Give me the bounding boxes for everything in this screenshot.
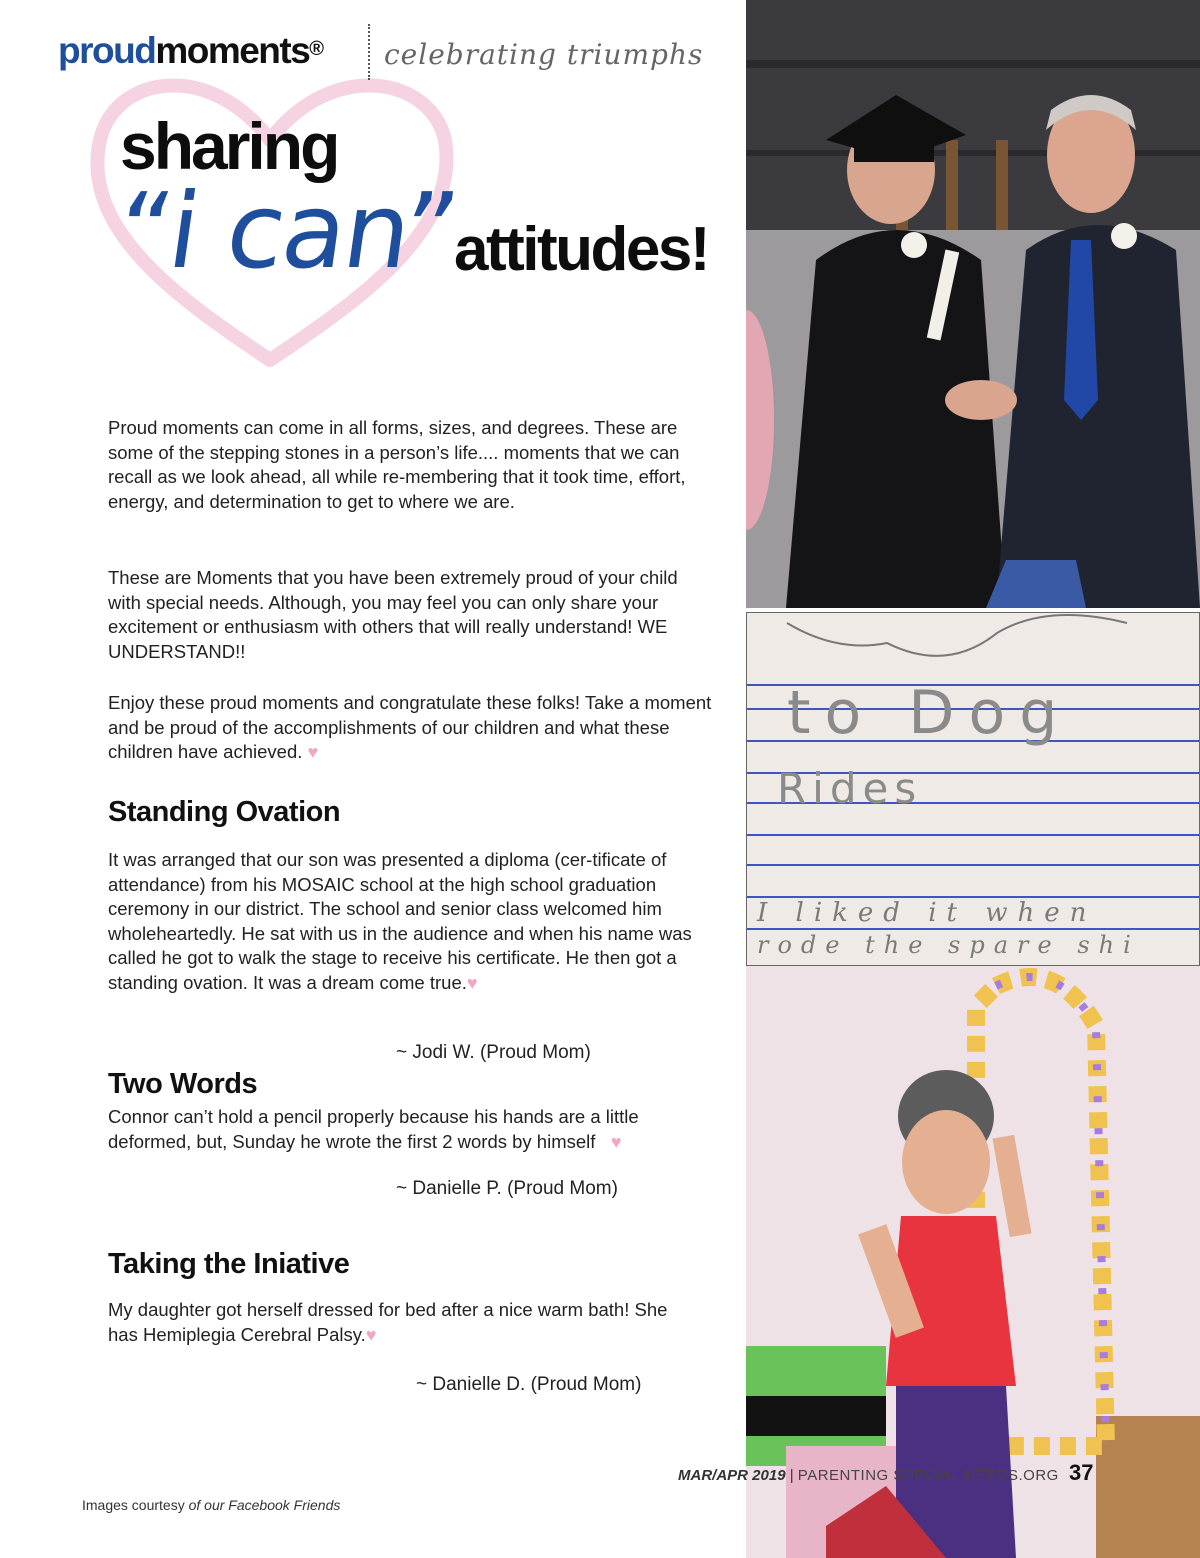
page-number: 37 (1069, 1460, 1094, 1485)
heart-icon: ♥ (466, 972, 478, 993)
credit-prefix: Images courtesy (82, 1497, 189, 1513)
signature-danielle-p: ~ Danielle P. (Proud Mom) (396, 1178, 618, 1199)
brand-moments: moments (155, 30, 310, 71)
issue-date: MAR/APR 2019 (678, 1467, 786, 1484)
footer-separator: | (789, 1467, 794, 1484)
story-heading-two-words: Two Words (108, 1068, 258, 1100)
header-divider (368, 24, 370, 80)
page-footer (678, 1460, 1094, 1486)
lined-paper-illustration (747, 613, 1200, 966)
story-body-standing-ovation (108, 848, 698, 995)
handwriting-line-4: rode the spare shi (757, 931, 1140, 959)
signature-danielle-d: ~ Danielle D. (Proud Mom) (416, 1374, 642, 1395)
story-heading-standing-ovation: Standing Ovation (108, 796, 341, 828)
section-header (58, 24, 748, 80)
signature-jodi: ~ Jodi W. (Proud Mom) (396, 1042, 591, 1063)
handwriting-line-1: to Dog (787, 678, 1072, 748)
title-attitudes: attitudes! (454, 215, 708, 284)
title-i-can: “i can” (109, 170, 464, 292)
tagline: celebrating triumphs (384, 38, 704, 71)
brand-proud: proud (58, 30, 156, 71)
image-credit (82, 1497, 340, 1513)
story-heading-taking-the-iniative: Taking the Iniative (108, 1248, 350, 1280)
intro-paragraph-2: These are Moments that you have been extremely proud of your child with special needs. Although, you may feel you can only share your excitement or enthusiasm with others that will really understand! WE UNDERSTAND!! (108, 567, 678, 662)
title-sharing: sharing (120, 109, 338, 183)
story-body-text: My daughter got herself dressed for bed after a nice warm bath! She has Hemiplegia Cerebral Palsy. (108, 1299, 668, 1345)
story-body-two-words (108, 1105, 678, 1154)
registered-mark: ® (309, 38, 323, 60)
story-body-text: Connor can’t hold a pencil properly because his hands are a little deformed, but, Sunday he wrote the first 2 words by himself (108, 1106, 639, 1152)
story-body-text: It was arranged that our son was presented a diploma (cer-tificate of attendance) from his MOSAIC school at the high school graduation ceremony in our district. The school and senior class welcomed him wholeheartedly. He sat with us in the audience and when his name was called he got to walk the stage to receive his certificate. He then got a standing ovation. It was a dream come true. (108, 849, 692, 993)
handwriting-line-2: Rides (777, 764, 923, 813)
heart-icon: ♥ (365, 1324, 377, 1345)
heart-icon: ♥ (307, 742, 319, 762)
credit-source: of our Facebook Friends (188, 1497, 341, 1513)
story-body-taking-the-iniative (108, 1298, 698, 1347)
site-name: PARENTING SPECIAL NEEDS.ORG (797, 1467, 1059, 1484)
graduation-photo (746, 0, 1200, 608)
intro-paragraph-3-text: Enjoy these proud moments and congratulate these folks! Take a moment and be proud of the accomplishments of our children and what these children have achieved. (108, 692, 712, 762)
heart-icon: ♥ (610, 1131, 622, 1152)
intro-paragraph-1: Proud moments can come in all forms, sizes, and degrees. These are some of the stepping stones in a person’s life.... moments that we can recall as we look ahead, all while re-membering that it took time, effort, energy, and determination to get to where we are. (108, 417, 686, 512)
handwriting-photo (746, 612, 1200, 966)
intro-paragraph-3 (108, 691, 713, 765)
handwriting-line-3: I liked it when (757, 898, 1097, 928)
brand-logo (58, 30, 323, 72)
graduation-illustration (746, 0, 1200, 608)
